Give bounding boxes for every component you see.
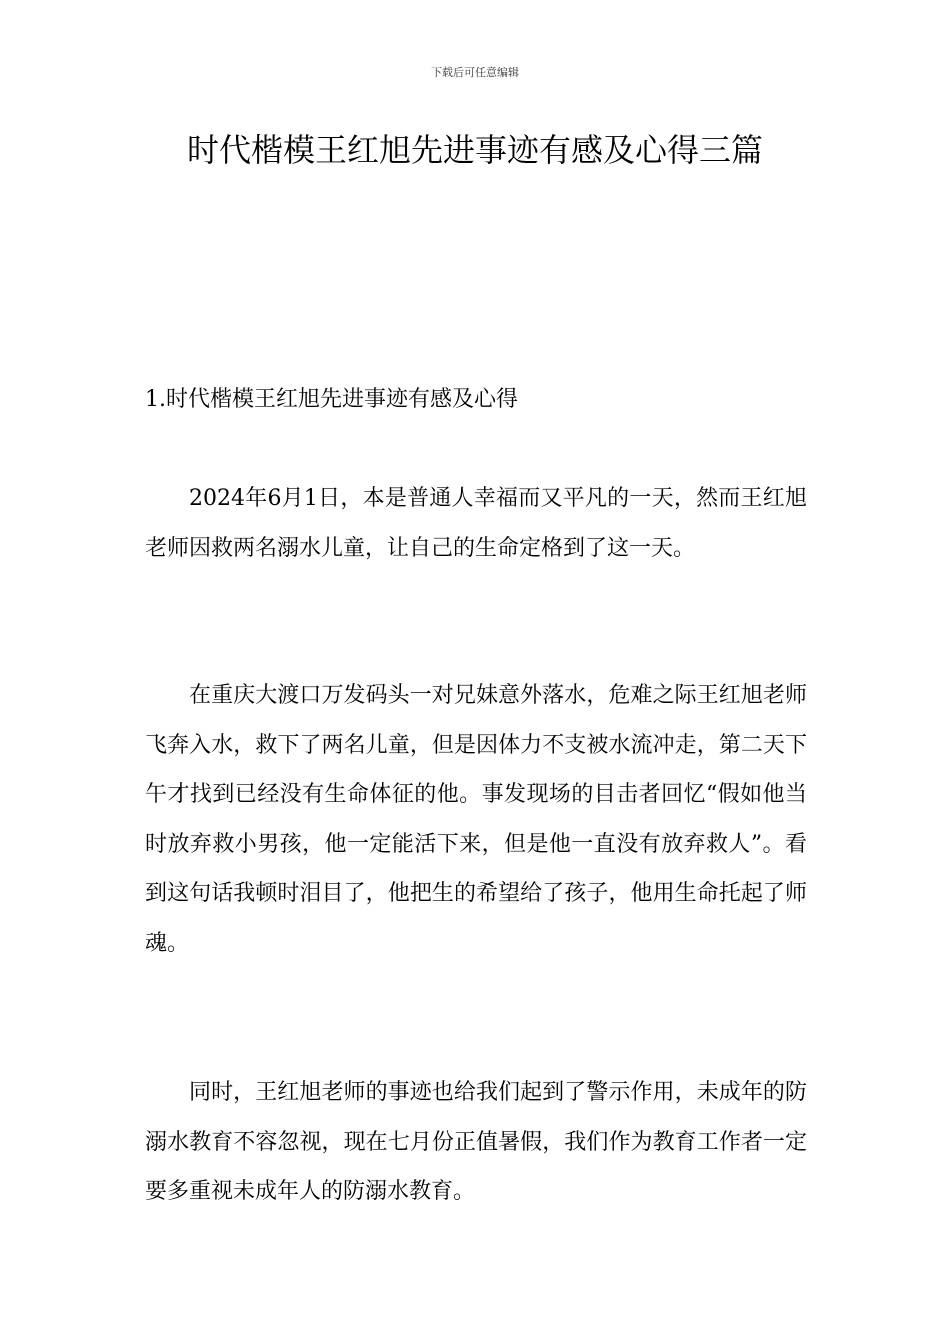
paragraph-2: 在重庆大渡口万发码头一对兄妹意外落水，危难之际王红旭老师飞奔入水，救下了两名儿童，但是因体力不支被水流冲走，第二天下午才找到已经没有生命体征的他。事发现场的目击者回忆“假如他当时放弃救小男孩，他一定能活下来，但是他一直没有放弃救人”。看到这句话我顿时泪目了，他把生的希望给了孩子，他用生命托起了师魂。 [145, 683, 807, 956]
header-note: 下载后可任意编辑 [431, 66, 519, 79]
paragraph-1: 2024年6月1日，本是普通人幸福而又平凡的一天，然而王红旭老师因救两名溺水儿童，让自己的生命定格到了这一天。 [145, 486, 807, 561]
section-heading: 1.时代楷模王红旭先进事迹有感及心得 [145, 387, 518, 412]
paragraph-3: 同时，王红旭老师的事迹也给我们起到了警示作用，未成年的防溺水教育不容忽视，现在七月份正值暑假，我们作为教育工作者一定要多重视未成年人的防溺水教育。 [145, 1080, 807, 1204]
document-title: 时代楷模王红旭先进事迹有感及心得三篇 [186, 131, 763, 169]
